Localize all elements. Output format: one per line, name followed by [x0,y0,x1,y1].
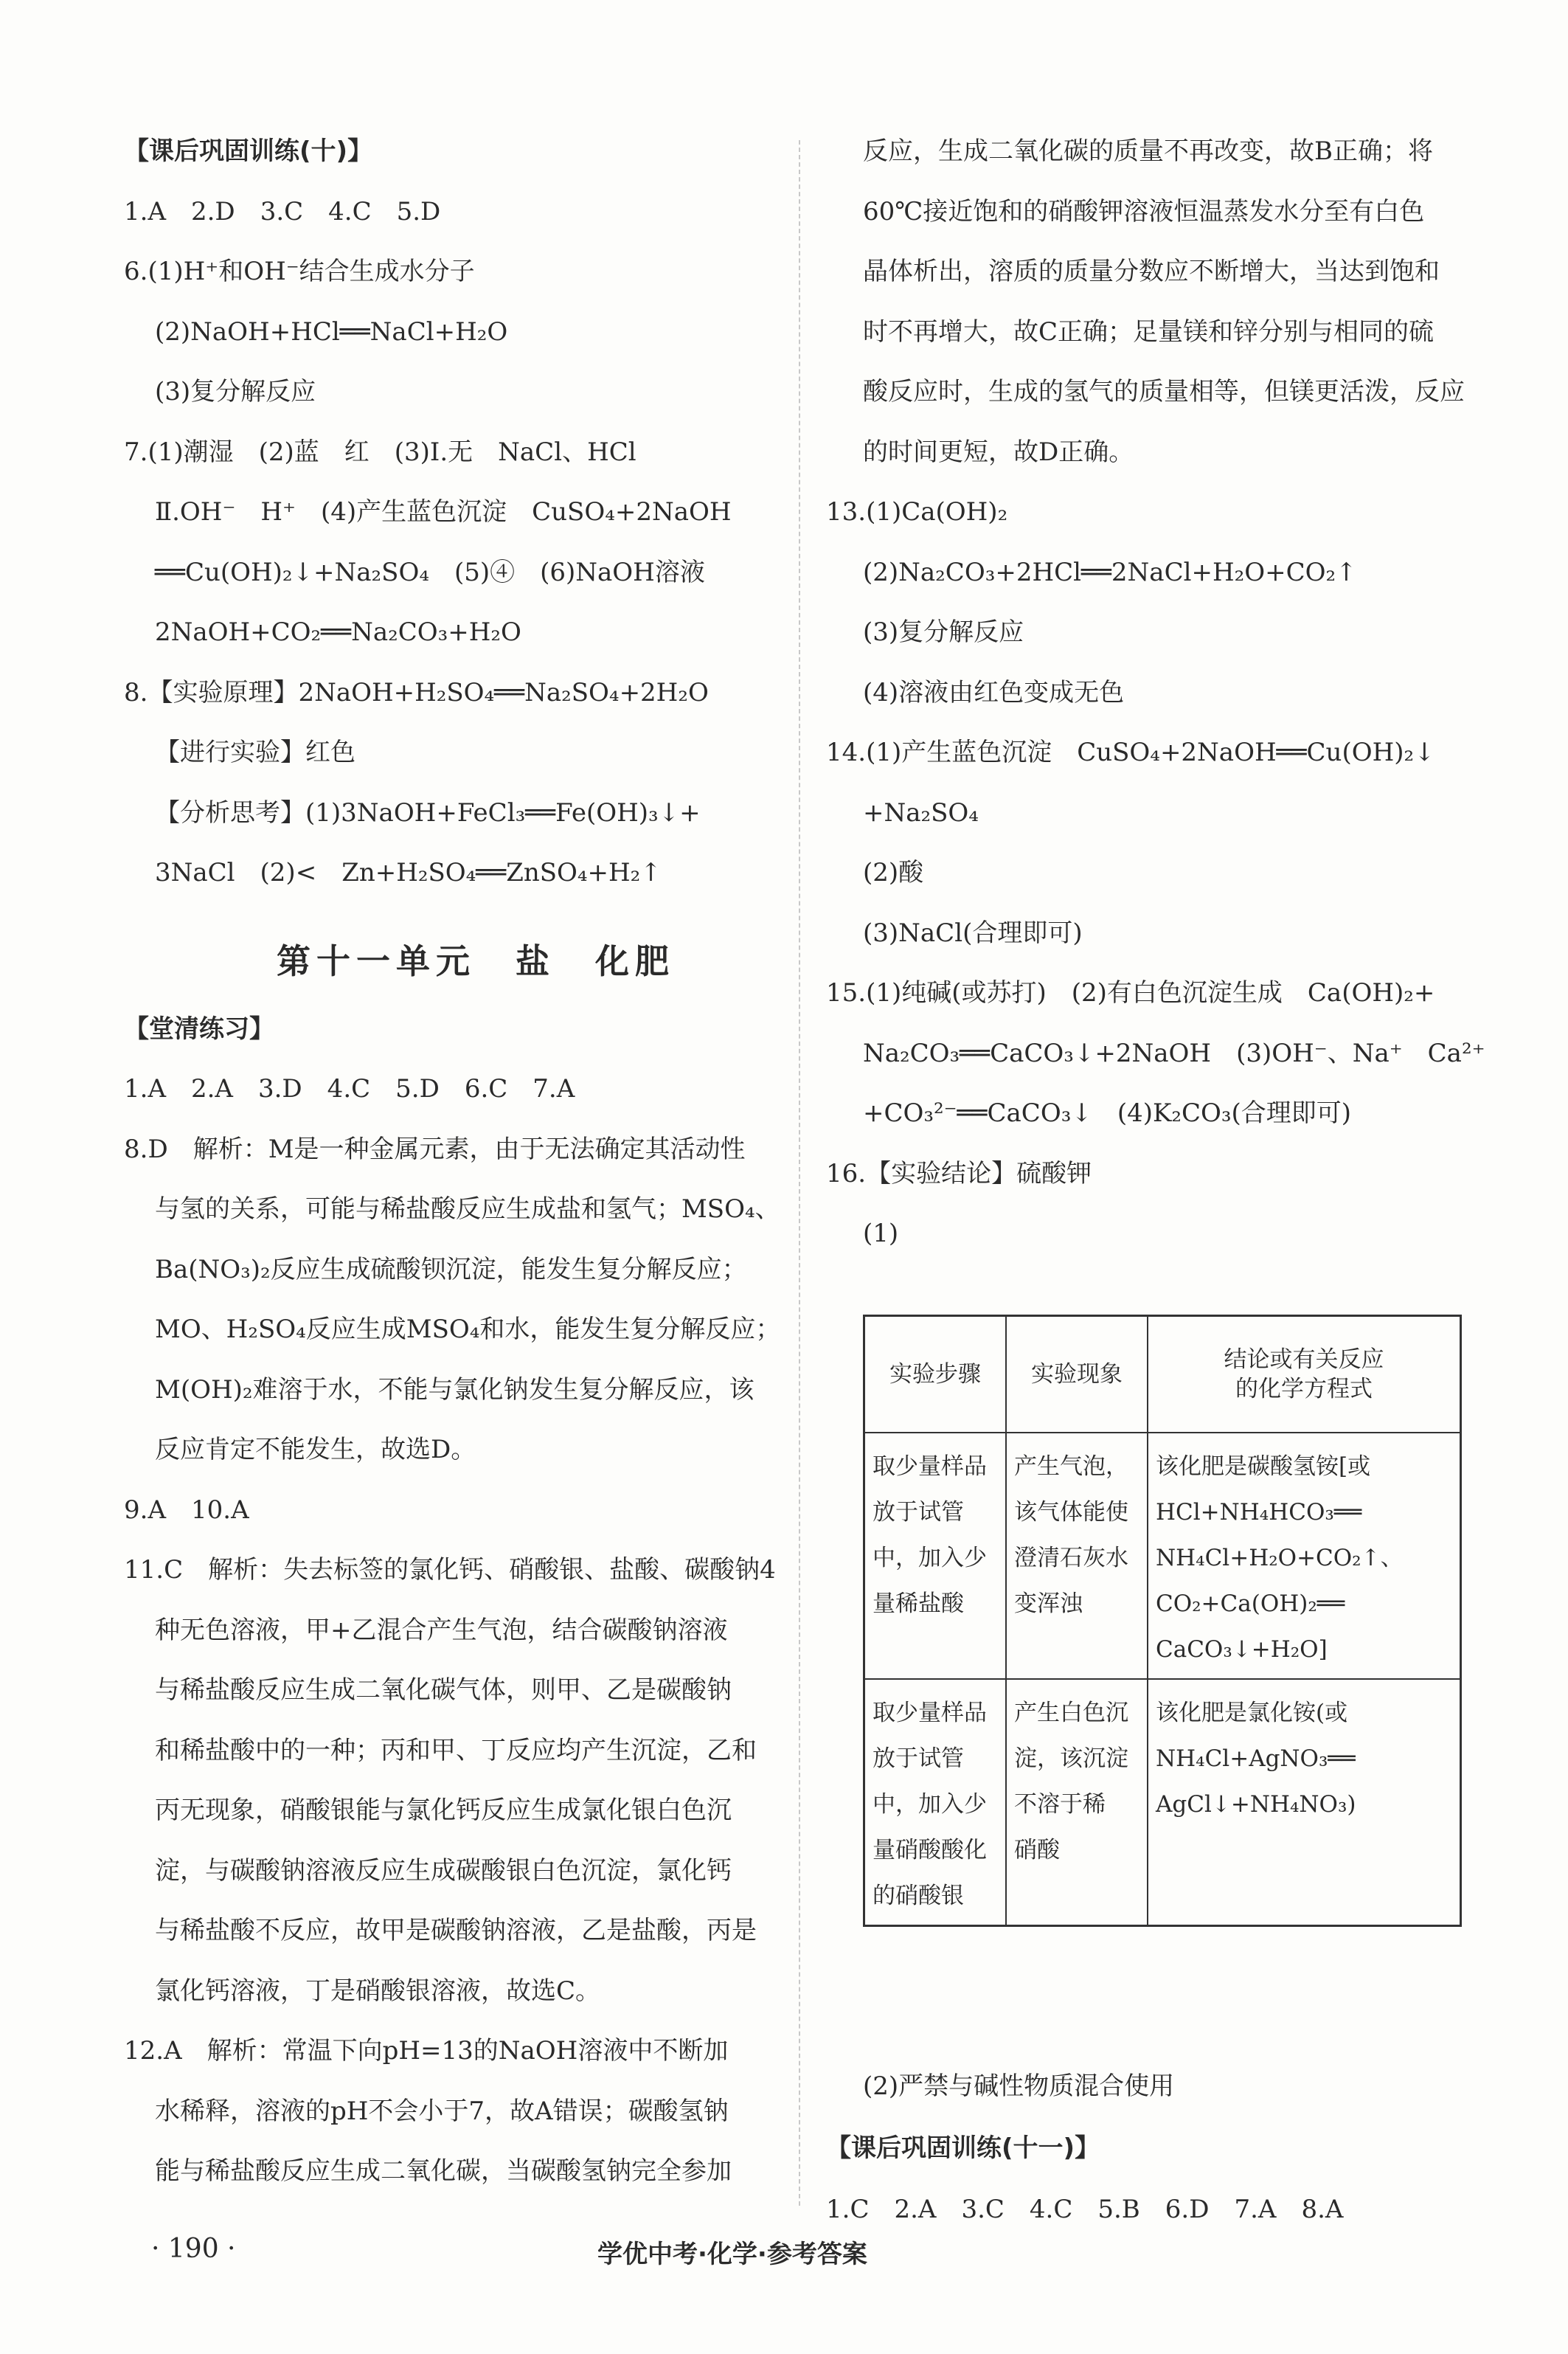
answer-line: 与氢的关系，可能与稀盐酸反应生成盐和氢气；MSO₄、 [155,1194,780,1224]
cell-line: 放于试管 [873,1499,964,1526]
table-cell [864,1433,1007,1679]
answer-line: (1) [863,1219,899,1248]
answer-line: Na₂CO₃══CaCO₃↓+2NaOH (3)OH⁻、Na⁺ Ca²⁺ [863,1038,1485,1068]
answer-line: 晶体析出，溶质的质量分数应不断增大，当达到饱和 [863,257,1440,286]
cell-line: 的硝酸银 [873,1883,964,1909]
cell-line: AgCl↓+NH₄NO₃) [1156,1791,1356,1818]
experiment-table [863,1315,1462,1927]
cell-line: 取少量样品 [873,1453,987,1480]
answer-line: Ⅱ.OH⁻ H⁺ (4)产生蓝色沉淀 CuSO₄+2NaOH [155,497,732,527]
answer-line: 氯化钙溶液，丁是硝酸银溶液，故选C。 [155,1976,601,2006]
cell-line: NH₄Cl+H₂O+CO₂↑、 [1156,1545,1404,1571]
answer-line: 水稀释，溶液的pH不会小于7，故A错误；碳酸氢钠 [155,2096,729,2126]
unit-title: 第十一单元 盐 化肥 [277,941,675,981]
cell-line: 该化肥是氯化铵(或 [1156,1700,1348,1726]
answer-line: 60℃接近饱和的硝酸钾溶液恒温蒸发水分至有白色 [863,196,1425,226]
answer-line: 1.A 2.D 3.C 4.C 5.D [124,196,441,226]
footer-title: 学优中考·化学·参考答案 [597,2240,867,2269]
answer-line: 丙无现象，硝酸银能与氯化钙反应生成氯化银白色沉 [155,1796,732,1825]
cell-line: 中，加入少 [873,1791,987,1818]
header-conclusion: 结论或有关反应 的化学方程式 [1148,1316,1461,1433]
answer-line: M(OH)₂难溶于水，不能与氯化钠发生复分解反应，该 [155,1374,754,1405]
answer-line: 与稀盐酸不反应，故甲是碳酸钠溶液，乙是盐酸，丙是 [155,1916,757,1945]
cell-line: 该化肥是碳酸氢铵[或 [1156,1453,1371,1480]
answer-line: 与稀盐酸反应生成二氧化碳气体，则甲、乙是碳酸钠 [155,1675,732,1705]
answer-line: +CO₃²⁻══CaCO₃↓ (4)K₂CO₃(合理即可) [863,1098,1352,1128]
table-cell [1148,1679,1461,1926]
answer-line: 和稀盐酸中的一种；丙和甲、丁反应均产生沉淀，乙和 [155,1735,757,1765]
answer-line: 1.C 2.A 3.C 4.C 5.B 6.D 7.A 8.A [826,2195,1344,2224]
answer-line: 1.A 2.A 3.D 4.C 5.D 6.C 7.A [124,1074,575,1104]
cell-line: 淀，该沉淀 [1014,1745,1128,1772]
answer-line: (2)NaOH+HCl══NaCl+H₂O [155,316,508,347]
answer-line: (2)酸 [863,858,924,887]
cell-line: 不溶于稀 [1014,1791,1106,1818]
header-step: 实验步骤 [864,1316,1007,1433]
answer-line: +Na₂SO₄ [863,797,979,828]
answer-line: ══Cu(OH)₂↓+Na₂SO₄ (5)④ (6)NaOH溶液 [155,557,705,587]
answer-line: MO、H₂SO₄反应生成MSO₄和水，能发生复分解反应； [155,1315,781,1344]
cell-line: NH₄Cl+AgNO₃══ [1156,1745,1356,1772]
answer-line: 8.D 解析：M是一种金属元素，由于无法确定其活动性 [124,1134,746,1164]
cell-line: CaCO₃↓+H₂O] [1156,1636,1328,1663]
answer-line: 7.(1)潮湿 (2)蓝 红 (3)Ⅰ.无 NaCl、HCl [124,437,636,467]
answer-line: 16.【实验结论】硫酸钾 [826,1158,1092,1188]
table-cell [1148,1433,1461,1679]
table-row [864,1433,1461,1679]
answer-line: 时不再增大，故C正确；足量镁和锌分别与相同的硫 [863,316,1435,347]
answer-line: (3)NaCl(合理即可) [863,918,1083,948]
answer-line: 14.(1)产生蓝色沉淀 CuSO₄+2NaOH══Cu(OH)₂↓ [826,738,1435,767]
answer-line: 12.A 解析：常温下向pH=13的NaOH溶液中不断加 [124,2036,729,2066]
answer-line: 11.C 解析：失去标签的氯化钙、硝酸银、盐酸、碳酸钠4 [124,1555,776,1585]
section-heading: 【课后巩固训练(十)】 [124,136,373,166]
answer-line: (3)复分解反应 [863,617,1024,647]
header-phenomenon: 实验现象 [1006,1316,1148,1433]
cell-line: 中，加入少 [873,1545,987,1571]
table-header-row [864,1316,1461,1433]
answer-line: 【分析思考】(1)3NaOH+FeCl₃══Fe(OH)₃↓+ [155,797,701,828]
answer-line: (2)严禁与碱性物质混合使用 [863,2071,1175,2101]
cell-line: 硝酸 [1014,1837,1060,1863]
cell-line: CO₂+Ca(OH)₂══ [1156,1590,1345,1617]
answer-line: 种无色溶液，甲+乙混合产生气泡，结合碳酸钠溶液 [155,1615,728,1645]
answer-line: 8.【实验原理】2NaOH+H₂SO₄══Na₂SO₄+2H₂O [124,677,709,707]
table-row [864,1679,1461,1926]
cell-line: 该气体能使 [1014,1499,1128,1526]
table-cell [1006,1433,1148,1679]
cell-line: 取少量样品 [873,1700,987,1726]
answer-line: (4)溶液由红色变成无色 [863,677,1125,707]
table-cell [1006,1679,1148,1926]
cell-line: 放于试管 [873,1745,964,1772]
section-heading: 【堂清练习】 [124,1014,274,1044]
answer-line: 酸反应时，生成的氢气的质量相等，但镁更活泼，反应 [863,377,1465,406]
table-cell [864,1679,1007,1926]
cell-line: 量稀盐酸 [873,1590,964,1617]
answer-line: 2NaOH+CO₂══Na₂CO₃+H₂O [155,617,521,647]
answer-line: 能与稀盐酸反应生成二氧化碳，当碳酸氢钠完全参加 [155,2156,732,2186]
cell-line: HCl+NH₄HCO₃══ [1156,1499,1362,1526]
answer-line: 反应肯定不能发生，故选D。 [155,1435,476,1464]
column-divider [799,140,800,2206]
answer-line: 15.(1)纯碱(或苏打) (2)有白色沉淀生成 Ca(OH)₂+ [826,978,1435,1008]
answer-line: 淀，与碳酸钠溶液反应生成碳酸银白色沉淀，氯化钙 [155,1855,732,1886]
page-number: · 190 · [151,2234,236,2264]
cell-line: 变浑浊 [1014,1590,1083,1617]
cell-line: 量硝酸酸化 [873,1837,987,1863]
answer-line: 6.(1)H⁺和OH⁻结合生成水分子 [124,257,475,286]
answer-line: 【进行实验】红色 [155,738,355,767]
section-heading: 【课后巩固训练(十一)】 [826,2133,1100,2163]
cell-line: 澄清石灰水 [1014,1545,1128,1571]
answer-line: 3NaCl (2)< Zn+H₂SO₄══ZnSO₄+H₂↑ [155,858,662,887]
answer-line: Ba(NO₃)₂反应生成硫酸钡沉淀，能发生复分解反应； [155,1254,747,1284]
answer-line: 13.(1)Ca(OH)₂ [826,497,1008,527]
answer-line: (2)Na₂CO₃+2HCl══2NaCl+H₂O+CO₂↑ [863,557,1357,587]
answer-line: 的时间更短，故D正确。 [863,437,1134,467]
cell-line: 产生气泡， [1014,1453,1128,1480]
answer-line: (3)复分解反应 [155,377,316,406]
answer-line: 9.A 10.A [124,1495,249,1525]
cell-line: 产生白色沉 [1014,1700,1128,1726]
answer-line: 反应，生成二氧化碳的质量不再改变，故B正确；将 [863,136,1433,166]
